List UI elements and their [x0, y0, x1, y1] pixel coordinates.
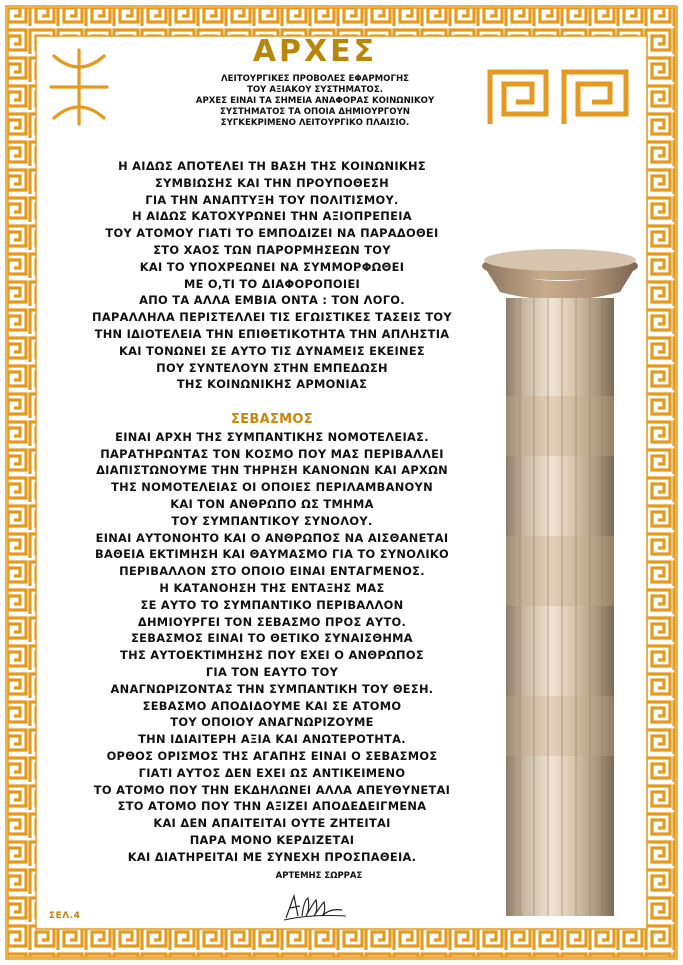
text-line: ΤΟ ΑΤΟΜΟ ΠΟΥ ΤΗΝ ΕΚΔΗΛΩΝΕΙ ΑΛΛΑ ΑΠΕΥΘΥΝΕΤΑΙ [93, 782, 451, 797]
subtitle-line: ΑΡΧΕΣ ΕΙΝΑΙ ΤΑ ΣΗΜΕΙΑ ΑΝΑΦΟΡΑΣ ΚΟΙΝΩΝΙΚΟΥ [195, 96, 435, 106]
signature [280, 890, 350, 924]
subtitle-line: ΣΥΣΤΗΜΑΤΟΣ ΤΑ ΟΠΟΙΑ ΔΗΜΙΟΥΡΓΟΥΝ [219, 107, 410, 117]
text-line: ΠΑΡΑ ΜΟΝΟ ΚΕΡΔΙΖΕΤΑΙ [189, 832, 355, 847]
text-line: ΕΙΝΑΙ ΑΡΧΗ ΤΗΣ ΣΥΜΠΑΝΤΙΚΗΣ ΝΟΜΟΤΕΛΕΙΑΣ. [115, 429, 429, 444]
text-line: ΕΙΝΑΙ ΑΥΤΟΝΟΗΤΟ ΚΑΙ Ο ΑΝΘΡΩΠΟΣ ΝΑ ΑΙΣΘΑΝΕΤΑΙ [95, 530, 449, 545]
intro-paragraph [62, 158, 482, 393]
text-line: Η ΚΑΤΑΝΟΗΣΗ ΤΗΣ ΕΝΤΑΞΗΣ ΜΑΣ [159, 580, 385, 595]
text-line: ΠΑΡΑΛΛΗΛΑ ΠΕΡΙΣΤΕΛΛΕΙ ΤΙΣ ΕΓΩΙΣΤΙΚΕΣ ΤΑΣΕΙΣ ΤΟΥ [92, 310, 452, 325]
text-line: ΣΥΜΒΙΩΣΗΣ ΚΑΙ ΤΗΝ ΠΡΟΥΠΟΘΕΣΗ [155, 175, 389, 190]
text-line: ΓΙΑΤΙ ΑΥΤΟΣ ΔΕΝ ΕΧΕΙ ΩΣ ΑΝΤΙΚΕΙΜΕΝΟ [138, 765, 406, 780]
text-line: ΔΗΜΙΟΥΡΓΕΙ ΤΟΝ ΣΕΒΑΣΜΟ ΠΡΟΣ ΑΥΤΟ. [137, 614, 407, 629]
text-line: ΤΗΣ ΚΟΙΝΩΝΙΚΗΣ ΑΡΜΟΝΙΑΣ [176, 377, 368, 392]
text-line: ΔΙΑΠΙΣΤΩΝΟΥΜΕ ΤΗΝ ΤΗΡΗΣΗ ΚΑΝΟΝΩΝ ΚΑΙ ΑΡΧΩΝ [96, 463, 448, 478]
text-line: ΒΑΘΕΙΑ ΕΚΤΙΜΗΣΗ ΚΑΙ ΘΑΥΜΑΣΜΟ ΓΙΑ ΤΟ ΣΥΝΟΛΙΚΟ [95, 547, 449, 562]
subtitle-line: ΣΥΓΚΕΚΡΙΜΕΝΟ ΛΕΙΤΟΥΡΓΙΚΟ ΠΛΑΙΣΙΟ. [220, 118, 410, 128]
text-line: ΣΕΒΑΣΜΟ ΑΠΟΔΙΔΟΥΜΕ ΚΑΙ ΣΕ ΑΤΟΜΟ [142, 698, 402, 713]
text-line: ΤΗΝ ΙΔΙΟΤΕΛΕΙΑ ΤΗΝ ΕΠΙΘΕΤΙΚΟΤΗΤΑ ΤΗΝ ΑΠΛΗΣΤΙΑ [94, 326, 450, 341]
section-sevasmos [62, 412, 482, 866]
doric-column-image [480, 246, 640, 916]
meander-logo-icon [484, 68, 632, 128]
text-line: ΤΟΥ ΑΤΟΜΟΥ ΓΙΑΤΙ ΤΟ ΕΜΠΟΔΙΖΕΙ ΝΑ ΠΑΡΑΔΟΘΕΙ [105, 226, 439, 241]
star-symbol-icon [48, 48, 110, 126]
text-line: ΣΕΒΑΣΜΟΣ ΕΙΝΑΙ ΤΟ ΘΕΤΙΚΟ ΣΥΝΑΙΣΘΗΜΑ [131, 631, 413, 646]
text-line: ΚΑΙ ΤΟΝΩΝΕΙ ΣΕ ΑΥΤΟ ΤΙΣ ΔΥΝΑΜΕΙΣ ΕΚΕΙΝΕΣ [118, 343, 426, 358]
text-line: ΤΟΥ ΟΠΟΙΟΥ ΑΝΑΓΝΩΡΙΖΟΥΜΕ [170, 715, 374, 730]
text-line: ΠΟΥ ΣΥΝΤΕΛΟΥΝ ΣΤΗΝ ΕΜΠΕΔΩΣΗ [156, 360, 388, 375]
text-line: ΤΗΣ ΝΟΜΟΤΕΛΕΙΑΣ ΟΙ ΟΠΟΙΕΣ ΠΕΡΙΛΑΜΒΑΝΟΥΝ [111, 480, 433, 495]
subtitle-line: ΛΕΙΤΟΥΡΓΙΚΕΣ ΠΡΟΒΟΛΕΣ ΕΦΑΡΜΟΓΗΣ [220, 74, 410, 84]
text-line: Η ΑΙΔΩΣ ΚΑΤΟΧΥΡΩΝΕΙ ΤΗΝ ΑΞΙΟΠΡΕΠΕΙΑ [132, 209, 412, 224]
text-line: ΣΤΟ ΧΑΟΣ ΤΩΝ ΠΑΡΟΡΜΗΣΕΩΝ ΤΟΥ [153, 242, 391, 257]
text-line: ΑΠΟ ΤΑ ΑΛΛΑ ΕΜΒΙΑ ΟΝΤΑ : ΤΟΝ ΛΟΓΟ. [139, 293, 405, 308]
text-line: ΤΟΥ ΣΥΜΠΑΝΤΙΚΟΥ ΣΥΝΟΛΟΥ. [171, 513, 373, 528]
text-line: ΟΡΘΟΣ ΟΡΙΣΜΟΣ ΤΗΣ ΑΓΑΠΗΣ ΕΙΝΑΙ Ο ΣΕΒΑΣΜΟΣ [106, 748, 438, 763]
text-line: ΑΝΑΓΝΩΡΙΖΟΝΤΑΣ ΤΗΝ ΣΥΜΠΑΝΤΙΚΗ ΤΟΥ ΘΕΣΗ. [110, 681, 434, 696]
text-line: ΚΑΙ ΔΙΑΤΗΡΕΙΤΑΙ ΜΕ ΣΥΝΕΧΗ ΠΡΟΣΠΑΘΕΙΑ. [127, 849, 417, 864]
subtitle-line: ΤΟΥ ΑΞΙΑΚΟΥ ΣΥΣΤΗΜΑΤΟΣ. [246, 85, 383, 95]
section-heading: ΣΕΒΑΣΜΟΣ [231, 412, 313, 427]
page-title: ΑΡΧΕΣ [252, 34, 378, 69]
text-line: ΜΕ Ο,ΤΙ ΤΟ ΔΙΑΦΟΡΟΠΟΙΕΙ [183, 276, 361, 291]
text-line: Η ΑΙΔΩΣ ΑΠΟΤΕΛΕΙ ΤΗ ΒΑΣΗ ΤΗΣ ΚΟΙΝΩΝΙΚΗΣ [118, 159, 426, 173]
subtitle-block [150, 74, 480, 129]
page-number: ΣΕΛ.4 [49, 911, 81, 921]
text-line: ΠΑΡΑΤΗΡΩΝΤΑΣ ΤΟΝ ΚΟΣΜΟ ΠΟΥ ΜΑΣ ΠΕΡΙΒΑΛΛΕΙ [100, 446, 444, 461]
text-line: ΠΕΡΙΒΑΛΛΟΝ ΣΤΟ ΟΠΟΙΟ ΕΙΝΑΙ ΕΝΤΑΓΜΕΝΟΣ. [119, 564, 425, 579]
text-line: ΤΗΣ ΑΥΤΟΕΚΤΙΜΗΣΗΣ ΠΟΥ ΕΧΕΙ Ο ΑΝΘΡΩΠΟΣ [120, 648, 424, 663]
text-line: ΤΗΝ ΙΔΙΑΙΤΕΡΗ ΑΞΙΑ ΚΑΙ ΑΝΩΤΕΡΟΤΗΤΑ. [138, 732, 406, 747]
text-line: ΓΙΑ ΤΗΝ ΑΝΑΠΤΥΞΗ ΤΟΥ ΠΟΛΙΤΙΣΜΟΥ. [145, 192, 399, 207]
text-line: ΚΑΙ ΤΟ ΥΠΟΧΡΕΩΝΕΙ ΝΑ ΣΥΜΜΟΡΦΩΘΕΙ [139, 259, 405, 274]
author-name: ΑΡΤΕΜΗΣ ΣΩΡΡΑΣ [275, 871, 363, 881]
text-line: ΚΑΙ ΔΕΝ ΑΠΑΙΤΕΙΤΑΙ ΟΥΤΕ ΖΗΤΕΙΤΑΙ [153, 816, 391, 831]
text-line: ΓΙΑ ΤΟΝ ΕΑΥΤΟ ΤΟΥ [205, 664, 339, 679]
text-line: ΣΤΟ ΑΤΟΜΟ ΠΟΥ ΤΗΝ ΑΞΙΖΕΙ ΑΠΟΔΕΔΕΙΓΜΕΝΑ [117, 799, 427, 814]
text-line: ΣΕ ΑΥΤΟ ΤΟ ΣΥΜΠΑΝΤΙΚΟ ΠΕΡΙΒΑΛΛΟΝ [140, 597, 404, 612]
text-line: ΚΑΙ ΤΟΝ ΑΝΘΡΩΠΟ ΩΣ ΤΜΗΜΑ [170, 496, 374, 511]
